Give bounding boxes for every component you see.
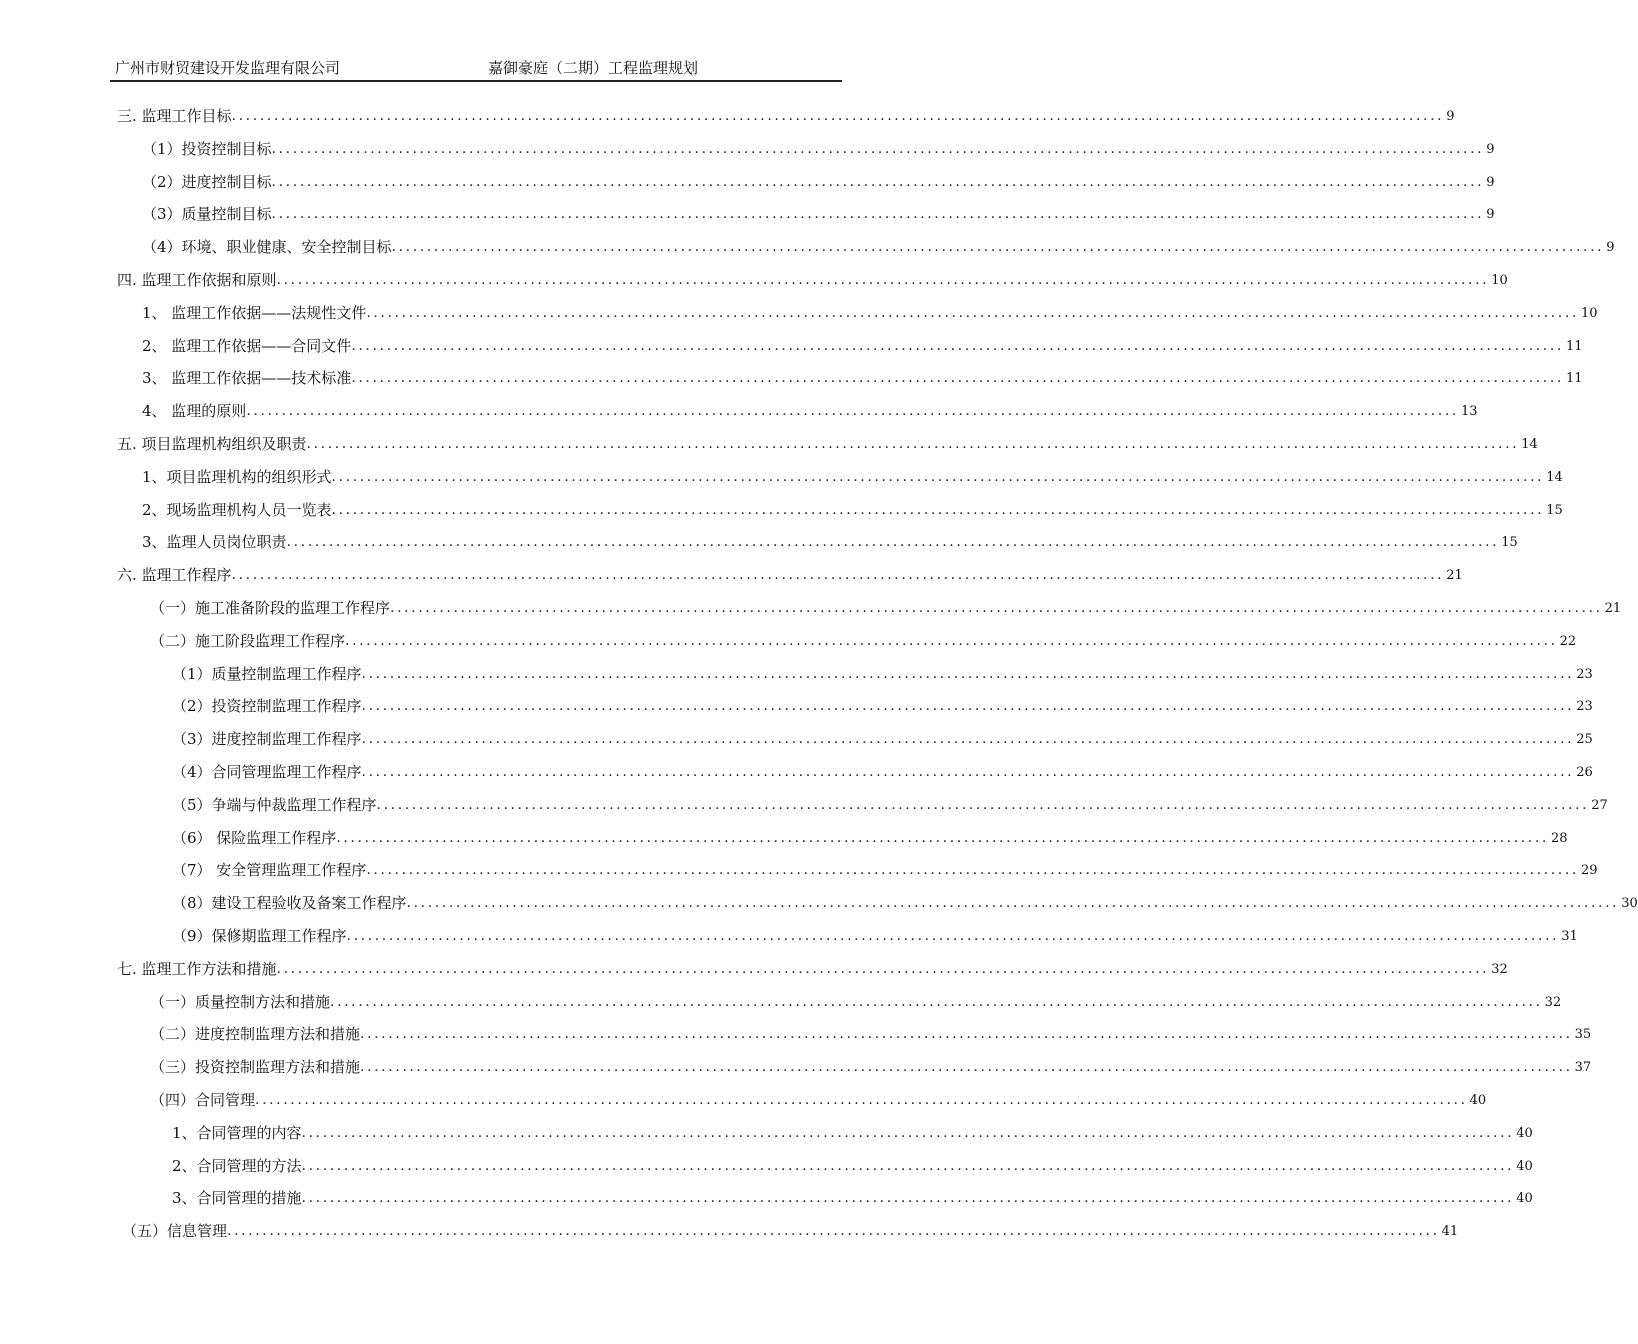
- toc-entry-page-number: 40: [1469, 1093, 1487, 1108]
- toc-dot-leader: ............................................................................................................................................................................: [390, 600, 1603, 616]
- toc-dot-leader: ............................................................................................................................................................................: [227, 1223, 1440, 1240]
- toc-entry-page-number: 41: [1441, 1224, 1459, 1240]
- toc-dot-leader: ............................................................................................................................................................................: [301, 1190, 1515, 1207]
- toc-entry-title: （一）施工准备阶段的监理工作程序: [150, 599, 391, 617]
- toc-entry[interactable]: [150, 1018, 1592, 1051]
- toc-dot-leader: ............................................................................................................................................................................: [255, 1092, 1468, 1108]
- toc-entry-title: （3）质量控制目标: [142, 205, 272, 224]
- toc-entry[interactable]: [142, 461, 1563, 494]
- toc-entry-page-number: 14: [1521, 437, 1538, 452]
- toc-entry[interactable]: [122, 1215, 1459, 1248]
- toc-dot-leader: ............................................................................................................................................................................: [361, 731, 1575, 748]
- toc-entry-title: （1）质量控制监理工作程序: [172, 664, 362, 683]
- toc-dot-leader: ............................................................................................................................................................................: [301, 1124, 1515, 1141]
- toc-entry-title: （二）施工阶段监理工作程序: [150, 631, 346, 650]
- toc-entry-page-number: 32: [1491, 961, 1508, 977]
- toc-dot-leader: ............................................................................................................................................................................: [271, 140, 1485, 157]
- toc-entry-page-number: 9: [1486, 207, 1495, 223]
- toc-entry-title: （1）投资控制目标: [142, 139, 272, 158]
- toc-entry-title: （一）质量控制方法和措施: [150, 992, 331, 1011]
- toc-dot-leader: ............................................................................................................................................................................: [336, 829, 1549, 846]
- toc-entry[interactable]: [172, 822, 1568, 855]
- toc-dot-leader: ............................................................................................................................................................................: [376, 796, 1590, 813]
- toc-entry[interactable]: [117, 428, 1538, 461]
- toc-entry-title: 2、现场监理机构人员一览表: [142, 500, 332, 519]
- toc-dot-leader: ............................................................................................................................................................................: [271, 173, 1485, 190]
- toc-entry[interactable]: [172, 1150, 1533, 1183]
- toc-entry[interactable]: [150, 625, 1577, 658]
- toc-entry-page-number: 23: [1576, 699, 1593, 715]
- toc-entry-page-number: 27: [1591, 797, 1608, 813]
- toc-entry[interactable]: [117, 100, 1455, 133]
- toc-entry-title: 3、 监理工作依据——技术标准: [142, 369, 352, 388]
- toc-entry-title: （2）进度控制目标: [142, 172, 272, 191]
- toc-entry[interactable]: [172, 789, 1608, 822]
- header-company-name: 广州市财贸建设开发监理有限公司: [115, 59, 341, 77]
- toc-entry-page-number: 40: [1516, 1191, 1533, 1207]
- toc-entry[interactable]: [172, 887, 1638, 920]
- toc-entry-page-number: 15: [1501, 535, 1518, 551]
- toc-dot-leader: ............................................................................................................................................................................: [231, 108, 1445, 124]
- toc-entry-page-number: 11: [1565, 371, 1583, 387]
- toc-dot-leader: ............................................................................................................................................................................: [306, 436, 1520, 452]
- toc-entry-title: （6） 保险监理工作程序: [172, 828, 337, 847]
- toc-entry-title: 六. 监理工作程序: [117, 566, 232, 585]
- toc-entry-page-number: 11: [1565, 338, 1583, 354]
- toc-dot-leader: ............................................................................................................................................................................: [351, 337, 1564, 354]
- toc-entry[interactable]: [172, 756, 1593, 789]
- toc-dot-leader: ............................................................................................................................................................................: [360, 1059, 1573, 1076]
- toc-entry-page-number: 22: [1559, 633, 1577, 649]
- toc-dot-leader: ............................................................................................................................................................................: [276, 272, 1490, 288]
- toc-dot-leader: ............................................................................................................................................................................: [391, 239, 1605, 256]
- toc-entry-title: （二）进度控制监理方法和措施: [150, 1025, 361, 1044]
- toc-entry-title: （五）信息管理: [122, 1222, 228, 1241]
- toc-entry-title: 3、监理人员岗位职责: [142, 533, 287, 552]
- toc-entry-title: （8）建设工程验收及备案工作程序: [172, 894, 407, 913]
- toc-entry-page-number: 10: [1491, 273, 1508, 288]
- toc-entry-page-number: 10: [1580, 305, 1598, 321]
- toc-entry-title: 2、合同管理的方法: [172, 1156, 302, 1175]
- toc-entry-page-number: 9: [1606, 240, 1615, 256]
- toc-entry-title: 3、合同管理的措施: [172, 1189, 302, 1208]
- toc-dot-leader: ............................................................................................................................................................................: [231, 567, 1445, 584]
- toc-entry[interactable]: [172, 920, 1578, 953]
- toc-entry[interactable]: [142, 494, 1563, 527]
- toc-entry-page-number: 40: [1516, 1125, 1533, 1141]
- toc-entry-title: 四. 监理工作依据和原则: [117, 271, 277, 289]
- header-project-title: 嘉御豪庭（二期）工程监理规划: [488, 59, 699, 77]
- toc-entry-page-number: 26: [1576, 765, 1593, 780]
- toc-dot-leader: ............................................................................................................................................................................: [331, 501, 1545, 518]
- toc-dot-leader: ............................................................................................................................................................................: [366, 862, 1579, 879]
- toc-dot-leader: ............................................................................................................................................................................: [361, 764, 1575, 780]
- toc-entry-title: （5）争端与仲裁监理工作程序: [172, 795, 377, 814]
- toc-dot-leader: ............................................................................................................................................................................: [246, 403, 1459, 420]
- toc-entry-page-number: 37: [1574, 1060, 1592, 1076]
- toc-entry[interactable]: [117, 264, 1508, 297]
- toc-dot-leader: ............................................................................................................................................................................: [271, 206, 1485, 223]
- toc-entry-title: （三）投资控制监理方法和措施: [150, 1058, 361, 1077]
- toc-entry-title: （2）投资控制监理工作程序: [172, 697, 362, 716]
- toc-entry-title: 五. 项目监理机构组织及职责: [117, 435, 307, 453]
- toc-entry[interactable]: [150, 592, 1622, 625]
- toc-entry-title: （3）进度控制监理工作程序: [172, 730, 362, 749]
- toc-dot-leader: ............................................................................................................................................................................: [351, 370, 1564, 387]
- toc-entry[interactable]: [142, 395, 1478, 428]
- toc-entry[interactable]: [172, 1182, 1533, 1215]
- toc-entry[interactable]: [172, 1117, 1533, 1150]
- toc-entry-title: 1、 监理工作依据——法规性文件: [142, 303, 367, 322]
- toc-entry-title: （四）合同管理: [150, 1091, 256, 1109]
- toc-entry[interactable]: [172, 690, 1593, 723]
- toc-entry[interactable]: [150, 986, 1562, 1019]
- toc-entry-title: 1、合同管理的内容: [172, 1123, 302, 1142]
- toc-entry-title: 1、项目监理机构的组织形式: [142, 467, 332, 486]
- toc-entry-page-number: 32: [1544, 994, 1562, 1010]
- toc-entry[interactable]: [150, 1051, 1592, 1084]
- toc-entry-page-number: 9: [1446, 109, 1455, 124]
- toc-entry-title: 三. 监理工作目标: [117, 107, 232, 125]
- toc-entry-page-number: 14: [1546, 469, 1563, 485]
- toc-entry-page-number: 21: [1446, 568, 1463, 584]
- toc-entry-page-number: 15: [1546, 502, 1563, 518]
- toc-dot-leader: ............................................................................................................................................................................: [276, 960, 1490, 977]
- toc-entry-page-number: 9: [1486, 141, 1495, 157]
- toc-entry-title: 七. 监理工作方法和措施: [117, 959, 277, 978]
- toc-entry[interactable]: [172, 854, 1598, 887]
- toc-entry[interactable]: [142, 526, 1518, 559]
- toc-entry-page-number: 25: [1576, 732, 1593, 748]
- toc-entry-title: （4）合同管理监理工作程序: [172, 763, 362, 781]
- toc-dot-leader: ............................................................................................................................................................................: [360, 1026, 1573, 1043]
- toc-entry[interactable]: [172, 723, 1593, 756]
- toc-dot-leader: ............................................................................................................................................................................: [406, 895, 1620, 912]
- toc-entry-title: （9）保修期监理工作程序: [172, 927, 347, 945]
- toc-entry-title: （7） 安全管理监理工作程序: [172, 861, 367, 880]
- toc-entry-title: （4）环境、职业健康、安全控制目标: [142, 238, 392, 257]
- toc-dot-leader: ............................................................................................................................................................................: [286, 534, 1500, 551]
- toc-entry[interactable]: [142, 133, 1495, 166]
- toc-entry[interactable]: [150, 1084, 1487, 1117]
- toc-entry[interactable]: [142, 297, 1598, 330]
- toc-entry-page-number: 21: [1604, 601, 1622, 616]
- toc-entry[interactable]: [117, 953, 1508, 986]
- toc-entry-page-number: 40: [1516, 1158, 1533, 1174]
- toc-dot-leader: ............................................................................................................................................................................: [346, 928, 1560, 944]
- toc-entry-title: 2、 监理工作依据——合同文件: [142, 336, 352, 355]
- toc-entry-page-number: 9: [1486, 174, 1495, 190]
- toc-dot-leader: ............................................................................................................................................................................: [361, 665, 1575, 682]
- toc-dot-leader: ............................................................................................................................................................................: [330, 993, 1543, 1010]
- toc-dot-leader: ............................................................................................................................................................................: [331, 468, 1545, 485]
- toc-entry[interactable]: [142, 231, 1615, 264]
- page-header: [110, 58, 842, 82]
- toc-entry[interactable]: [117, 559, 1463, 592]
- toc-entry-page-number: 31: [1561, 929, 1578, 944]
- toc-entry[interactable]: [142, 166, 1495, 199]
- toc-entry-page-number: 23: [1576, 666, 1593, 682]
- toc-dot-leader: ............................................................................................................................................................................: [361, 698, 1575, 715]
- toc-entry-page-number: 30: [1621, 896, 1638, 912]
- toc-entry[interactable]: [142, 330, 1583, 363]
- toc-entry-title: 4、 监理的原则: [142, 402, 247, 421]
- toc-dot-leader: ............................................................................................................................................................................: [345, 632, 1558, 649]
- toc-dot-leader: ............................................................................................................................................................................: [301, 1157, 1515, 1174]
- toc-entry-page-number: 29: [1580, 863, 1598, 879]
- toc-entry-page-number: 35: [1574, 1027, 1592, 1043]
- toc-entry[interactable]: [142, 198, 1495, 231]
- toc-entry-page-number: 28: [1550, 830, 1568, 846]
- toc-entry[interactable]: [172, 658, 1593, 691]
- toc-entry[interactable]: [142, 362, 1583, 395]
- toc-entry-page-number: 13: [1460, 404, 1478, 420]
- toc-dot-leader: ............................................................................................................................................................................: [366, 304, 1579, 321]
